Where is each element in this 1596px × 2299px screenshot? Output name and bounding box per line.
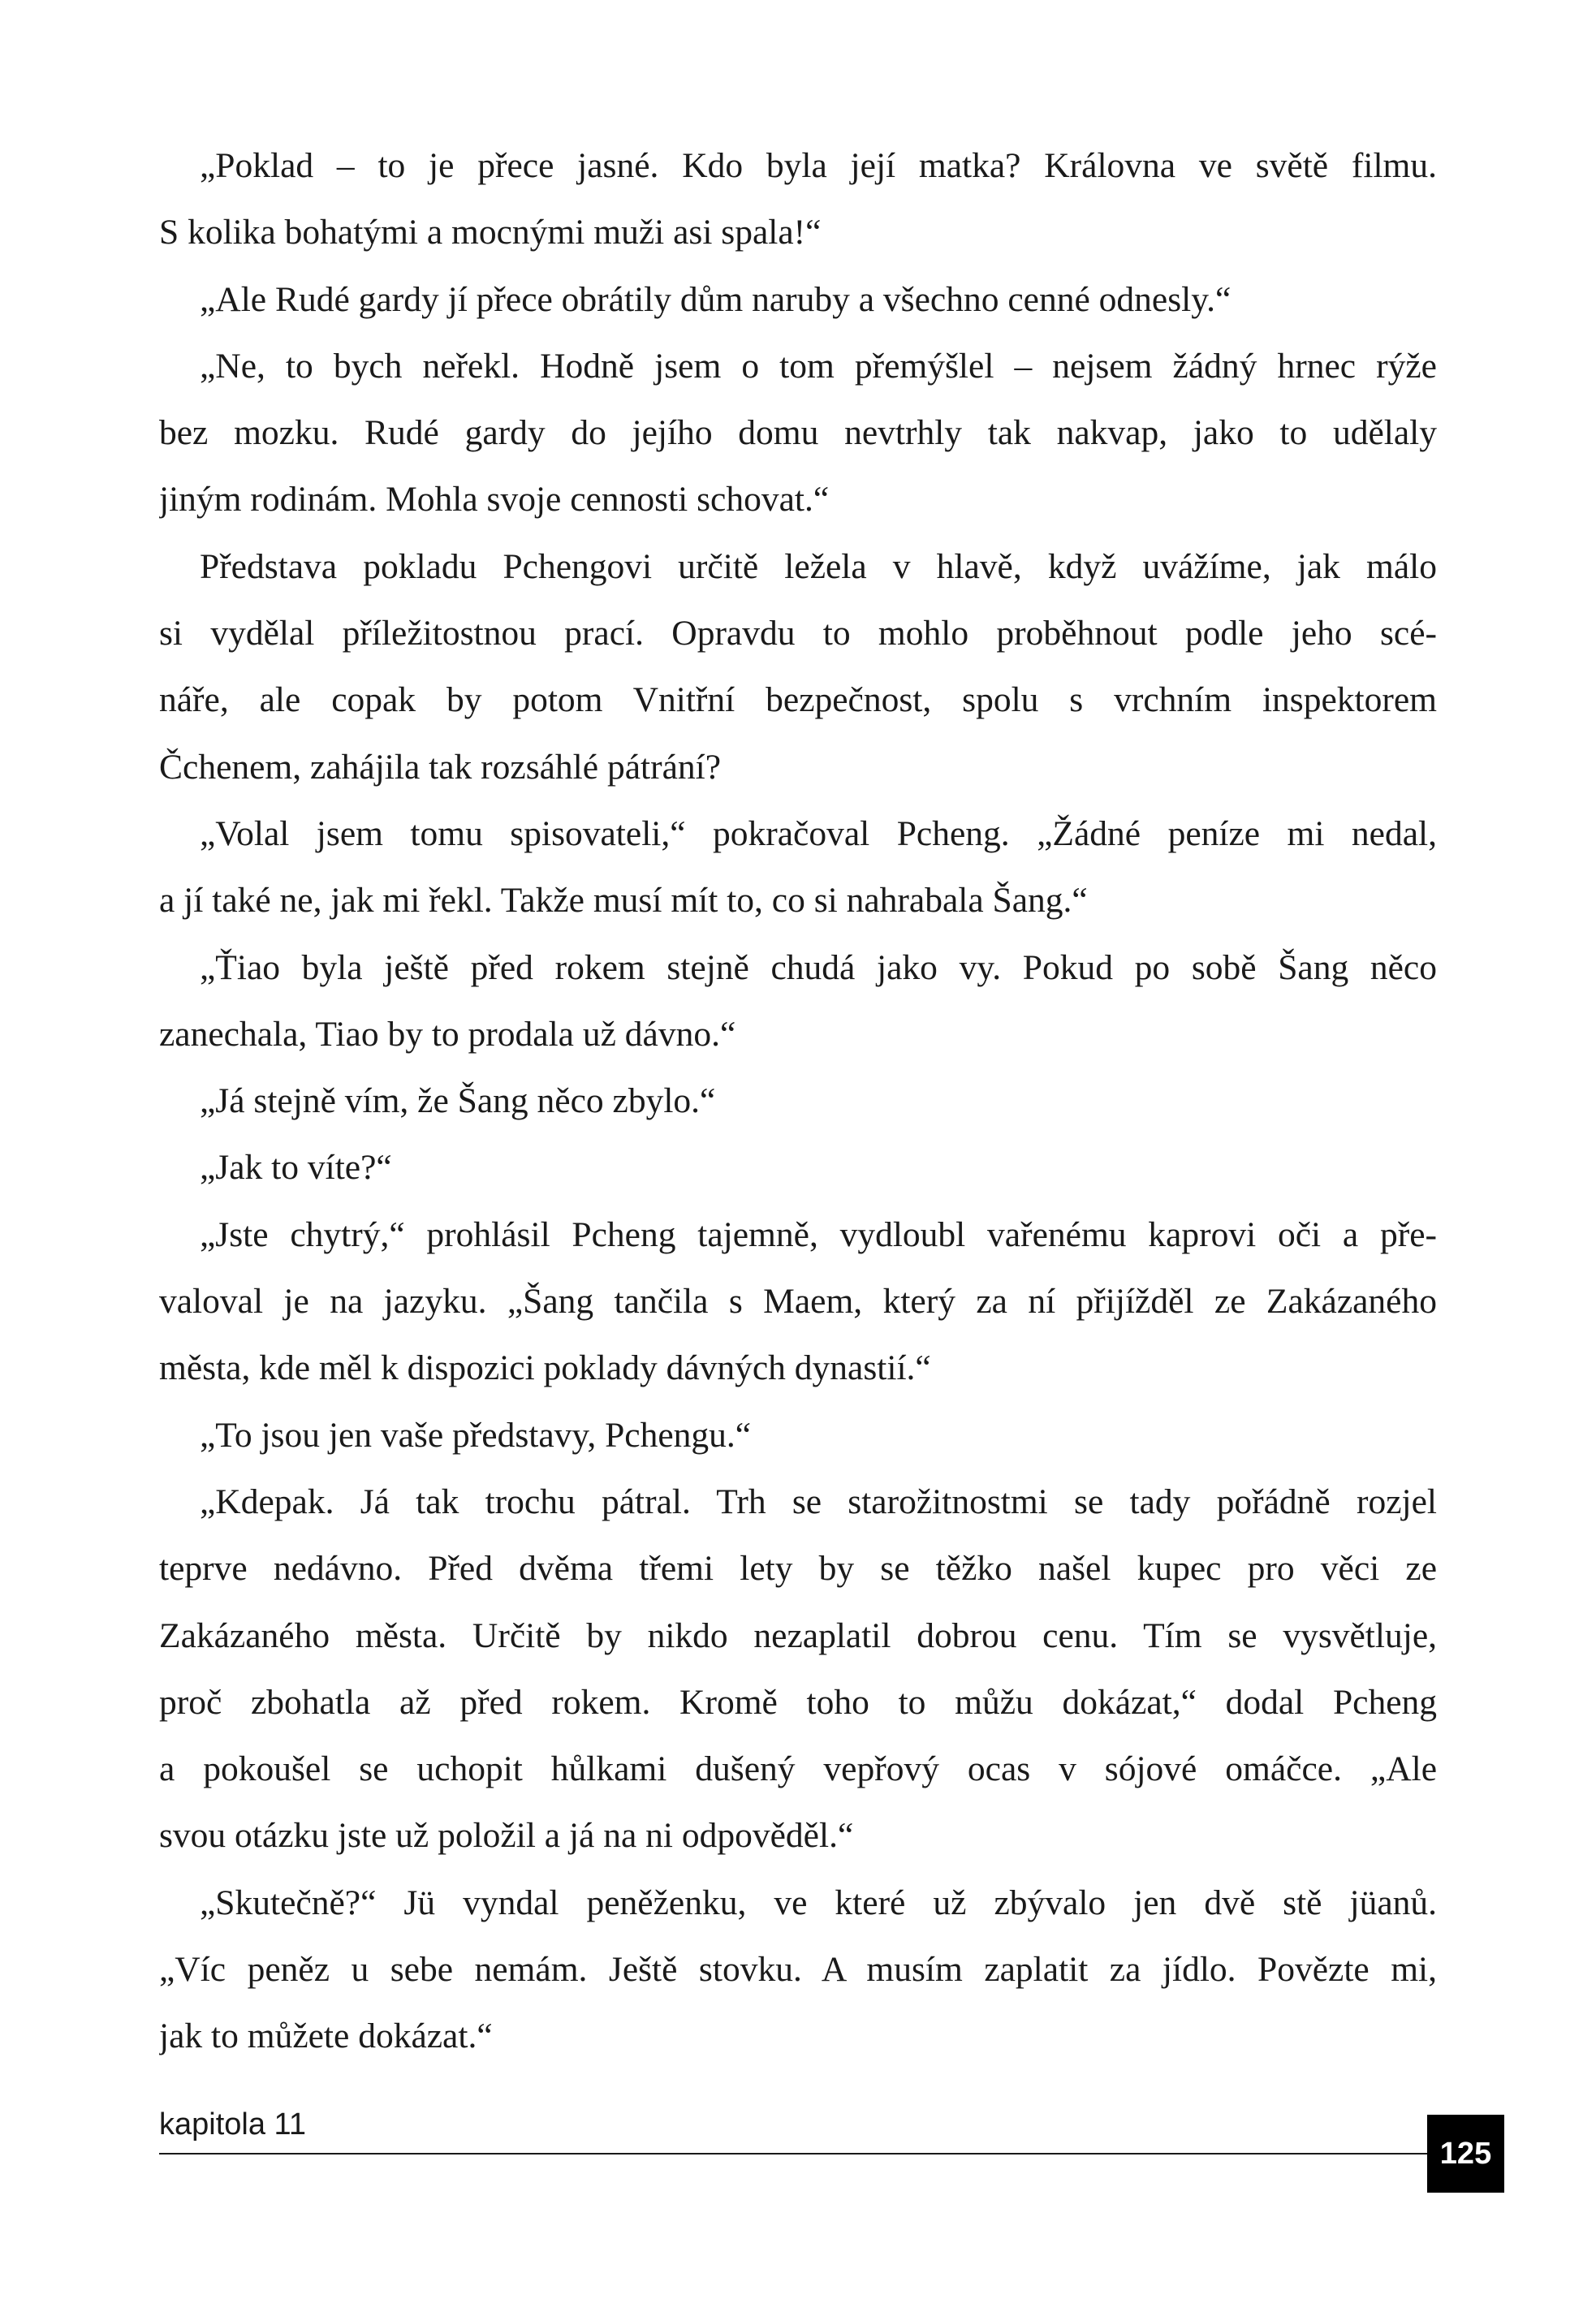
text-line: zanechala, Tiao by to prodala už dávno.“	[159, 1014, 736, 1054]
text-line: „Skutečně?“ Jü vyndal peněženku, ve které už zbývalo jen dvě stě jüanů.	[200, 1883, 1437, 1922]
text-line: „Já stejně vím, že Šang něco zbylo.“	[200, 1081, 716, 1121]
text-line: „Poklad – to je přece jasné. Kdo byla její matka? Královna ve světě filmu.	[200, 146, 1437, 185]
text-line: S kolika bohatými a mocnými muži asi spala!“	[159, 213, 822, 252]
text-line: bez mozku. Rudé gardy do jejího domu nevtrhly tak nakvap, jako to udělaly	[159, 413, 1437, 453]
text-line: Čchenem, zahájila tak rozsáhlé pátrání?	[159, 747, 722, 787]
text-line: města, kde měl k dispozici poklady dávných dynastií.“	[159, 1348, 931, 1388]
text-line: „Volal jsem tomu spisovateli,“ pokračoval Pcheng. „Žádné peníze mi nedal,	[200, 813, 1437, 853]
text-line: Zakázaného města. Určitě by nikdo nezaplatil dobrou cenu. Tím se vysvětluje,	[159, 1615, 1437, 1655]
text-line: „To jsou jen vaše představy, Pchengu.“	[200, 1415, 752, 1455]
text-line: „Jste chytrý,“ prohlásil Pcheng tajemně, vydloubl vařenému kaprovi oči a pře-	[200, 1214, 1437, 1254]
text-line: teprve nedávno. Před dvěma třemi lety by se těžko našel kupec pro věci ze	[159, 1549, 1437, 1589]
text-line: si vydělal příležitostnou prací. Opravdu to mohlo proběhnout podle jeho scé-	[159, 614, 1437, 653]
text-line: „Víc peněz u sebe nemám. Ještě stovku. A musím zaplatit za jídlo. Povězte mi,	[159, 1950, 1437, 1990]
chapter-label: kapitola 11	[159, 2107, 306, 2142]
text-line: „Ale Rudé gardy jí přece obrátily dům naruby a všechno cenné odnesly.“	[200, 279, 1232, 319]
text-line: proč zbohatla až před rokem. Kromě toho to můžu dokázat,“ dodal Pcheng	[159, 1682, 1437, 1722]
text-line: a jí také ne, jak mi řekl. Takže musí mít to, co si nahrabala Šang.“	[159, 881, 1088, 921]
page-footer	[159, 2105, 1492, 2171]
text-line: a pokoušel se uchopit hůlkami dušený vepřový ocas v sójové omáčce. „Ale	[159, 1749, 1437, 1789]
body-text	[159, 132, 1437, 2070]
text-line: valoval je na jazyku. „Šang tančila s Maem, který za ní přijížděl ze Zakázaného	[159, 1282, 1437, 1322]
text-line: „Jak to víte?“	[200, 1148, 392, 1188]
footer-rule	[159, 2153, 1427, 2155]
text-line: Představa pokladu Pchengovi určitě ležela v hlavě, když uvážíme, jak málo	[200, 546, 1437, 586]
text-line: jiným rodinám. Mohla svoje cennosti schovat.“	[159, 480, 830, 520]
text-line: náře, ale copak by potom Vnitřní bezpečnost, spolu s vrchním inspektorem	[159, 680, 1437, 720]
text-line: „Ťiao byla ještě před rokem stejně chudá jako vy. Pokud po sobě Šang něco	[200, 947, 1437, 987]
text-line: „Kdepak. Já tak trochu pátral. Trh se starožitnostmi se tady pořádně rozjel	[200, 1482, 1437, 1521]
page-number: 125	[1427, 2115, 1504, 2193]
text-line: „Ne, to bych neřekl. Hodně jsem o tom přemýšlel – nejsem žádný hrnec rýže	[200, 346, 1437, 386]
text-line: svou otázku jste už položil a já na ni odpověděl.“	[159, 1816, 854, 1856]
text-line: jak to můžete dokázat.“	[159, 2016, 493, 2056]
